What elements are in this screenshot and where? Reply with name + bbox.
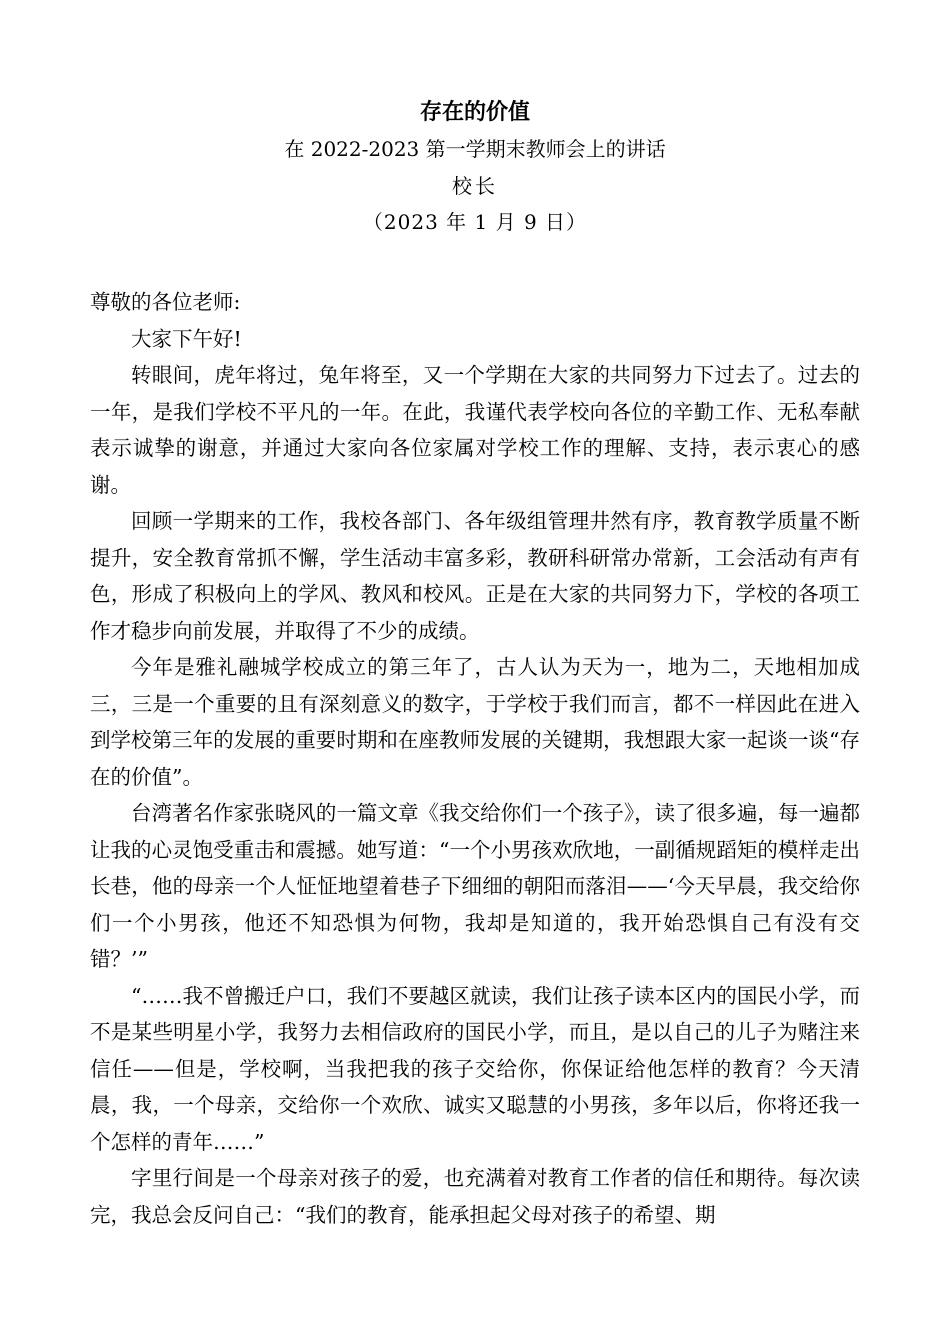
speech-body — [90, 284, 860, 1233]
speaker-line: 校长 — [452, 174, 498, 198]
salutation: 尊敬的各位老师: — [90, 290, 241, 314]
document-title: 存在的价值 — [419, 99, 530, 125]
paragraph: 台湾著名作家张晓风的一篇文章《我交给你们一个孩子》，读了很多遍，每一遍都让我的心灵饱受重击和震撼。她写道：“一个小男孩欢欣地，一副循规蹈矩的模样走出长巷，他的母亲一个人怔怔地望着巷子下细细的朝阳而落泪——‘今天早晨，我交给你们一个小男孩，他还不知恐惧为何物，我却是知道的，我开始恐惧自己有没有交错？’” — [90, 801, 860, 971]
paragraph: 转眼间，虎年将过，兔年将至，又一个学期在大家的共同努力下过去了。过去的一年，是我们学校不平凡的一年。在此，我谨代表学校向各位的辛勤工作、无私奉献表示诚挚的谢意，并通过大家向各位家属对学校工作的理解、支持，表示衷心的感谢。 — [90, 363, 860, 497]
paragraph: 字里行间是一个母亲对孩子的爱，也充满着对教育工作者的信任和期待。每次读完，我总会反问自己：“我们的教育，能承担起父母对孩子的希望、期 — [90, 1166, 860, 1227]
document-subtitle: 在 2022-2023 第一学期末教师会上的讲话 — [284, 137, 666, 161]
paragraph: “……我不曾搬迁户口，我们不要越区就读，我们让孩子读本区内的国民小学，而不是某些明星小学，我努力去相信政府的国民小学，而且，是以自己的儿子为赌注来信任——但是，学校啊，当我把我的孩子交给你，你保证给他怎样的教育？今天清晨，我，一个母亲，交给你一个欢欣、诚实又聪慧的小男孩，多年以后，你将还我一个怎样的青年……” — [90, 983, 860, 1154]
paragraph: 今年是雅礼融城学校成立的第三年了，古人认为天为一，地为二，天地相加成三，三是一个重要的且有深刻意义的数字，于学校于我们而言，都不一样因此在进入到学校第三年的发展的重要时期和在座教师发展的关键期，我想跟大家一起谈一谈“存在的价值”。 — [90, 655, 860, 789]
speech-date: （2023 年 1 月 9 日） — [362, 210, 588, 234]
greeting: 大家下午好! — [131, 326, 242, 351]
paragraph: 回顾一学期来的工作，我校各部门、各年级组管理井然有序，教育教学质量不断提升，安全教育常抓不懈，学生活动丰富多彩，教研科研常办常新，工会活动有声有色，形成了积极向上的学风、教风和校风。正是在大家的共同努力下，学校的各项工作才稳步向前发展，并取得了不少的成绩。 — [90, 509, 860, 643]
